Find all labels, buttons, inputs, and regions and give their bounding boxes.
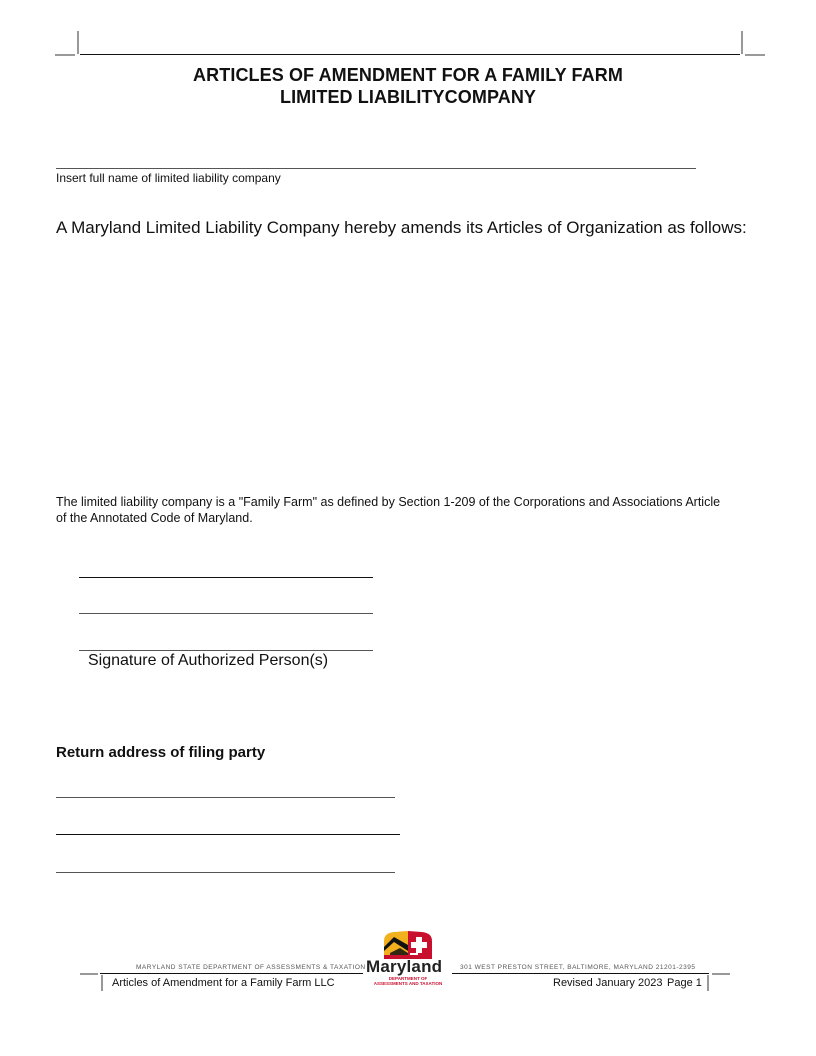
header-rule	[80, 54, 740, 55]
amendment-text-area[interactable]	[56, 250, 766, 475]
signature-line-3	[79, 650, 373, 651]
return-address-field-1[interactable]	[56, 778, 395, 797]
signature-field-3[interactable]	[79, 631, 373, 650]
family-farm-statement	[56, 494, 786, 526]
company-name-field[interactable]	[56, 150, 696, 168]
footer-rule-left	[100, 973, 363, 974]
document-title-line2: LIMITED LIABILITYCOMPANY	[279, 87, 537, 107]
footer-revised-date: Revised January 2023	[553, 977, 663, 989]
logo-subtitle-line1: DEPARTMENT OF	[388, 976, 428, 981]
crop-mark-bottom-left-horizontal	[80, 973, 98, 975]
logo-wordmark: Maryland	[366, 957, 443, 976]
return-address-heading: Return address of filing party	[56, 744, 266, 761]
footer-page-number: Page 1	[667, 977, 702, 989]
logo-subtitle-line2: ASSESSMENTS AND TAXATION	[373, 981, 443, 986]
family-farm-statement-line1: The limited liability company is a "Family Farm" as defined by Section 1-209 of the Corporations and Associations Article	[56, 495, 721, 509]
signature-label: Signature of Authorized Person(s)	[88, 652, 329, 669]
maryland-sdat-logo	[364, 929, 452, 985]
return-address-field-2[interactable]	[56, 815, 400, 834]
return-address-line-1	[56, 797, 395, 798]
crop-mark-top-right-horizontal	[745, 54, 765, 56]
signature-field-2[interactable]	[79, 594, 373, 613]
intro-statement: A Maryland Limited Liability Company hereby amends its Articles of Organization as follows:	[56, 218, 747, 237]
crop-mark-top-left-vertical	[77, 31, 79, 54]
family-farm-statement-line2: of the Annotated Code of Maryland.	[56, 511, 253, 525]
crop-mark-top-left-horizontal	[55, 54, 75, 56]
return-address-line-2	[56, 834, 400, 835]
signature-line-1	[79, 577, 373, 578]
footer-form-name: Articles of Amendment for a Family Farm LLC	[112, 977, 335, 989]
footer-agency-name: MARYLAND STATE DEPARTMENT OF ASSESSMENTS & TAXATION	[136, 964, 366, 971]
crop-mark-bottom-right-vertical	[707, 975, 709, 991]
crop-mark-bottom-right-horizontal	[712, 973, 730, 975]
return-address-field-3[interactable]	[56, 853, 395, 872]
company-name-caption: Insert full name of limited liability company	[56, 171, 281, 185]
signature-field-1[interactable]	[79, 558, 373, 577]
signature-line-2	[79, 613, 373, 614]
footer-rule-right	[452, 973, 709, 974]
logo-subtitle	[364, 976, 452, 986]
footer-address: 301 WEST PRESTON STREET, BALTIMORE, MARYLAND 21201-2395	[460, 964, 696, 971]
document-title-line1: ARTICLES OF AMENDMENT FOR A FAMILY FARM	[193, 65, 623, 85]
crop-mark-top-right-vertical	[741, 31, 743, 54]
return-address-line-3	[56, 872, 395, 873]
company-name-underline	[56, 168, 696, 169]
crop-mark-bottom-left-vertical	[101, 975, 103, 991]
